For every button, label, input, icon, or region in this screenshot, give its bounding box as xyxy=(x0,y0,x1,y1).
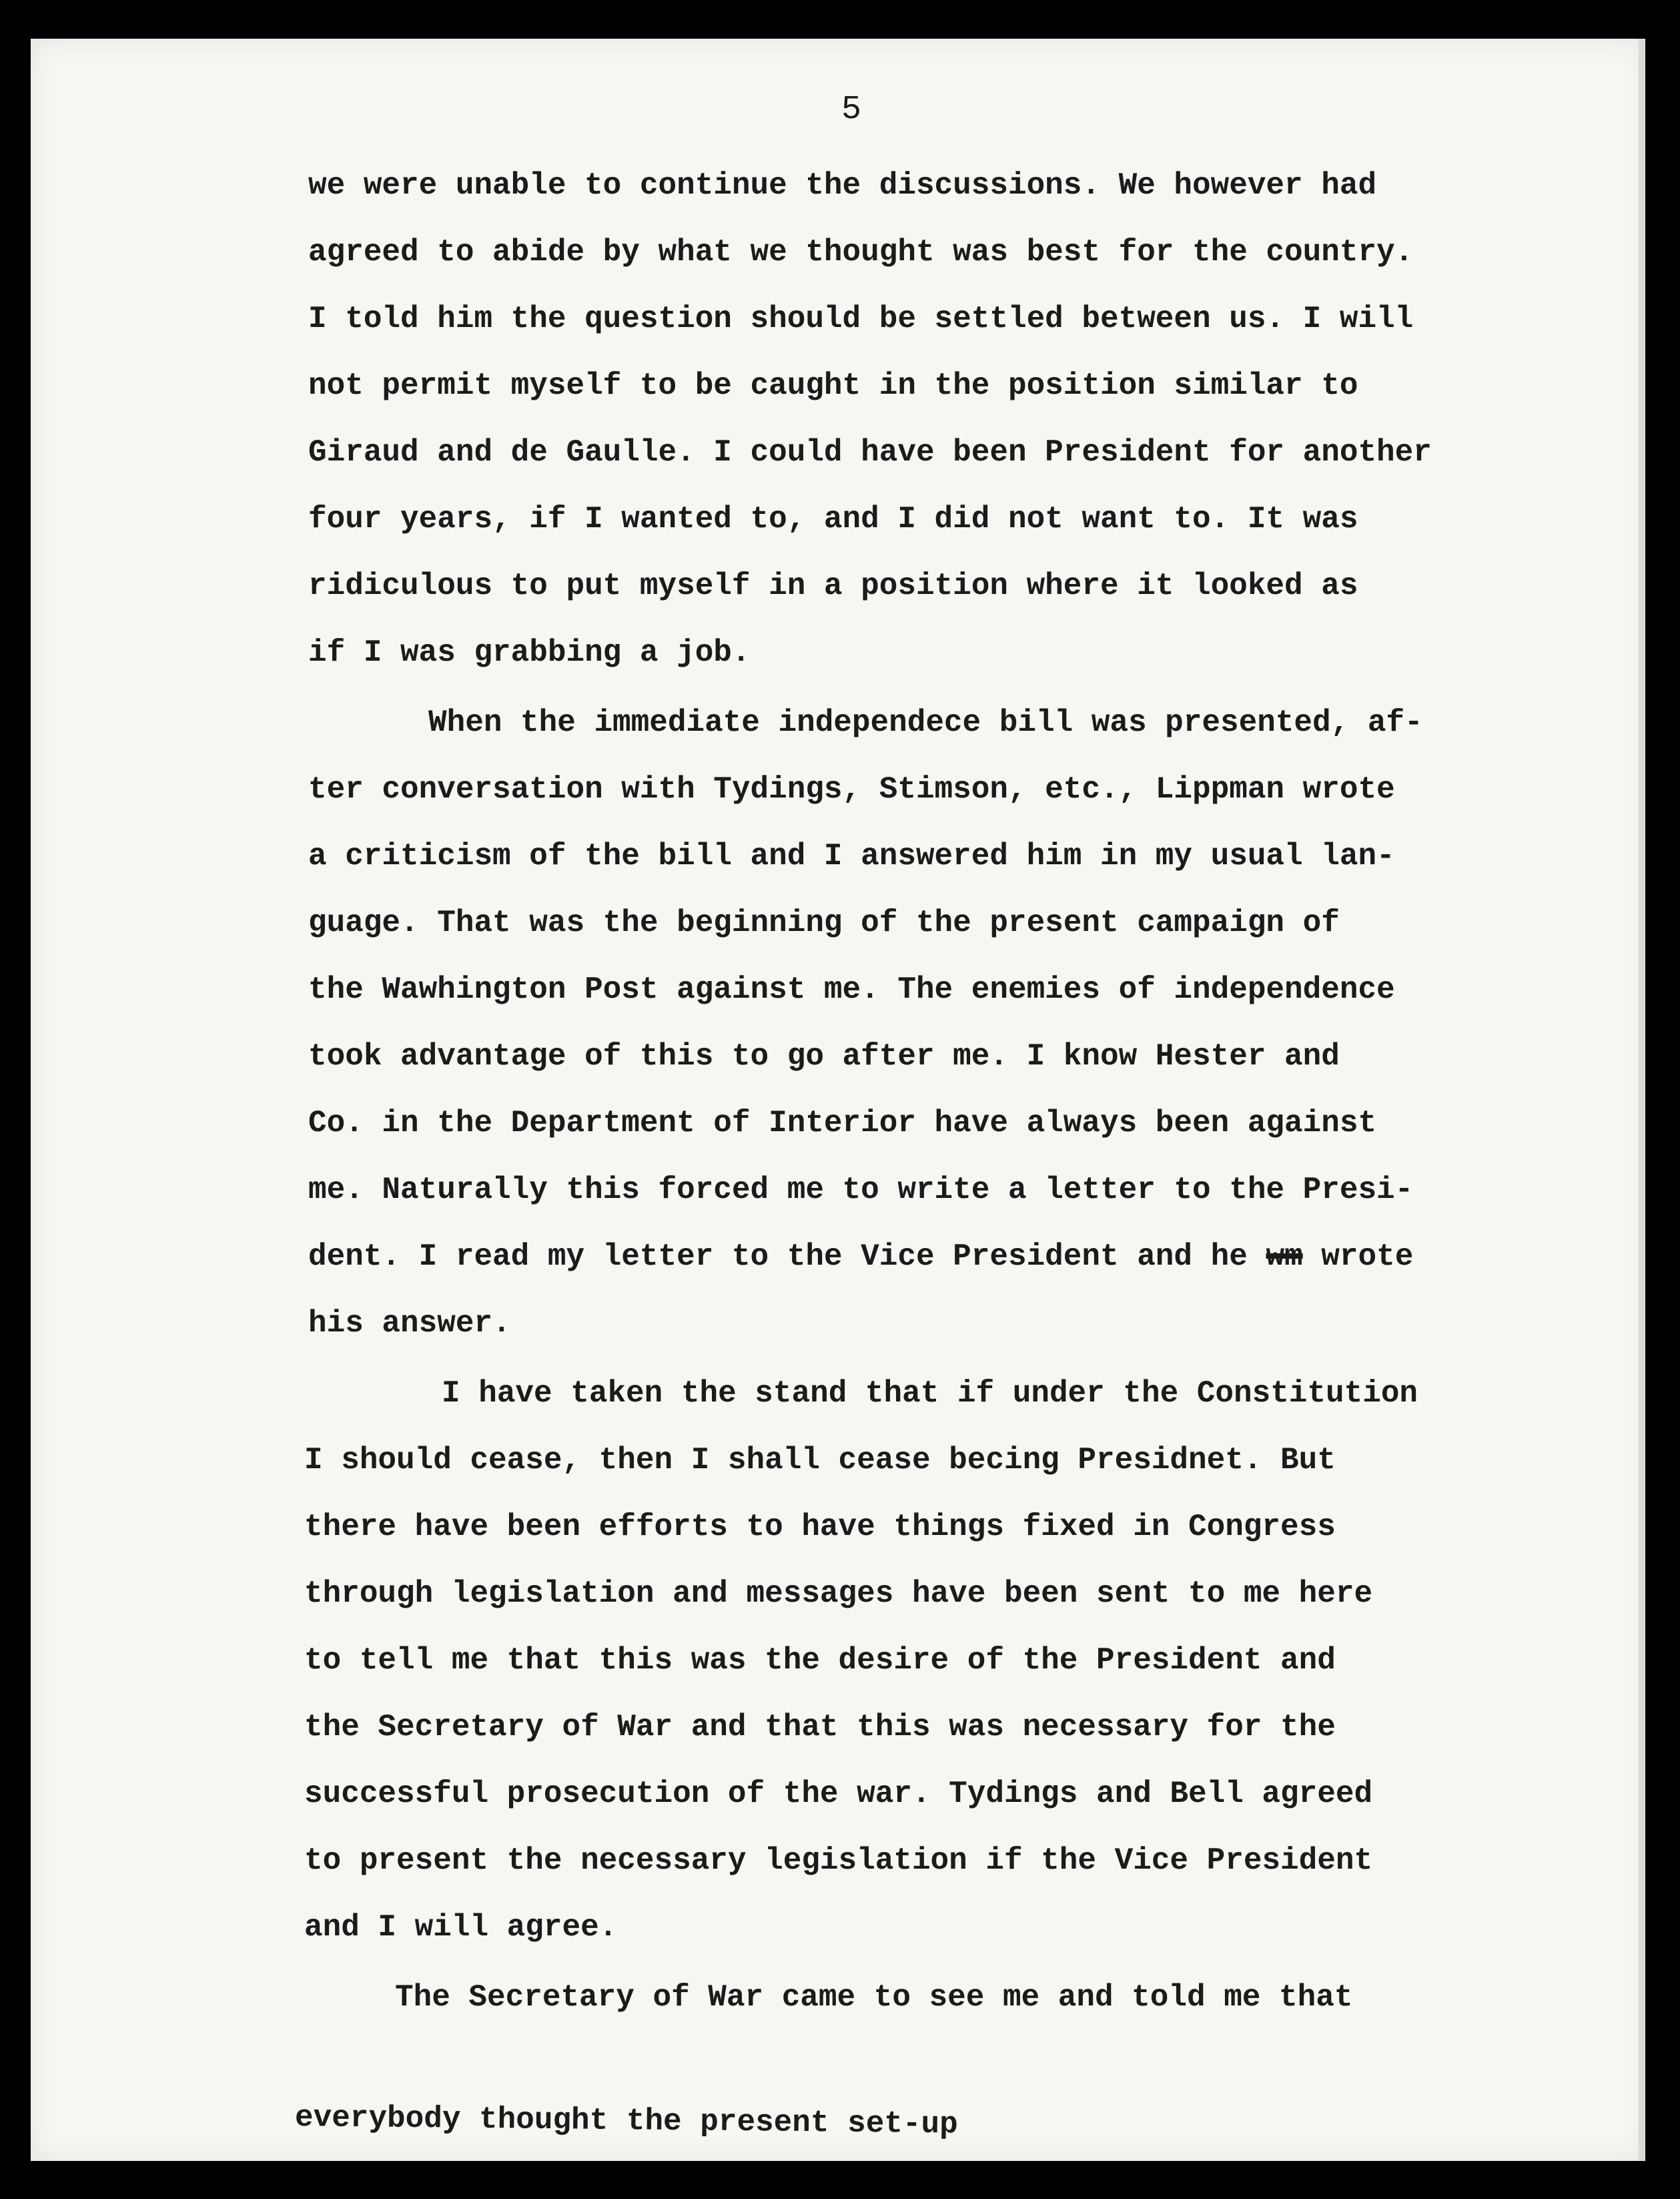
text-line: through legislation and messages have been sent to me here xyxy=(304,1576,1373,1611)
page-number: 5 xyxy=(841,91,862,129)
text-line: took advantage of this to go after me. I know Hester and xyxy=(308,1039,1340,1074)
text-line: his answer. xyxy=(308,1306,511,1341)
text-line: I have taken the stand that if under the Constitution xyxy=(442,1376,1418,1411)
text-line: agreed to abide by what we thought was best for the country. xyxy=(308,235,1414,270)
text-line: the Wawhington Post against me. The enemies of independence xyxy=(308,972,1395,1007)
typed-text-body xyxy=(31,39,1645,2142)
text-line: the Secretary of War and that this was necessary for the xyxy=(304,1710,1336,1745)
text-line: ridiculous to put myself in a position where it looked as xyxy=(308,569,1358,603)
text-line: guage. That was the beginning of the present campaign of xyxy=(308,906,1340,940)
text-line: and I will agree. xyxy=(304,1910,618,1945)
text-segment: dent. I read my letter to the Vice President and he xyxy=(308,1239,1248,1274)
text-line: When the immediate independece bill was presented, af- xyxy=(428,705,1423,740)
text-line: I should cease, then I shall cease becing Presidnet. But xyxy=(304,1443,1336,1478)
struck-text: wm xyxy=(1266,1239,1303,1274)
text-line: Giraud and de Gaulle. I could have been President for another xyxy=(308,435,1432,470)
text-segment: wrote xyxy=(1302,1239,1414,1274)
text-line: not permit myself to be caught in the position similar to xyxy=(308,368,1358,403)
text-line: The Secretary of War came to see me and told me that xyxy=(395,1980,1353,2015)
text-line: successful prosecution of the war. Tydings and Bell agreed xyxy=(304,1777,1373,1811)
text-line: Co. in the Department of Interior have always been against xyxy=(308,1106,1377,1141)
text-line: if I was grabbing a job. xyxy=(308,635,751,670)
text-line: me. Naturally this forced me to write a letter to the Presi- xyxy=(308,1173,1414,1207)
text-line: four years, if I wanted to, and I did not want to. It was xyxy=(308,502,1358,537)
text-line xyxy=(308,1237,1413,1277)
text-line: ter conversation with Tydings, Stimson, etc., Lippman wrote xyxy=(308,772,1395,807)
text-line: everybody thought the present set-up xyxy=(294,2100,958,2142)
text-line: to tell me that this was the desire of the President and xyxy=(304,1643,1336,1678)
text-line: to present the necessary legislation if the Vice President xyxy=(304,1843,1373,1878)
document-page xyxy=(31,39,1645,2161)
text-line: there have been efforts to have things fixed in Congress xyxy=(304,1510,1336,1544)
text-line: a criticism of the bill and I answered him in my usual lan- xyxy=(308,839,1395,874)
text-line: we were unable to continue the discussions. We however had xyxy=(308,168,1377,203)
text-line: I told him the question should be settled between us. I will xyxy=(308,302,1414,336)
